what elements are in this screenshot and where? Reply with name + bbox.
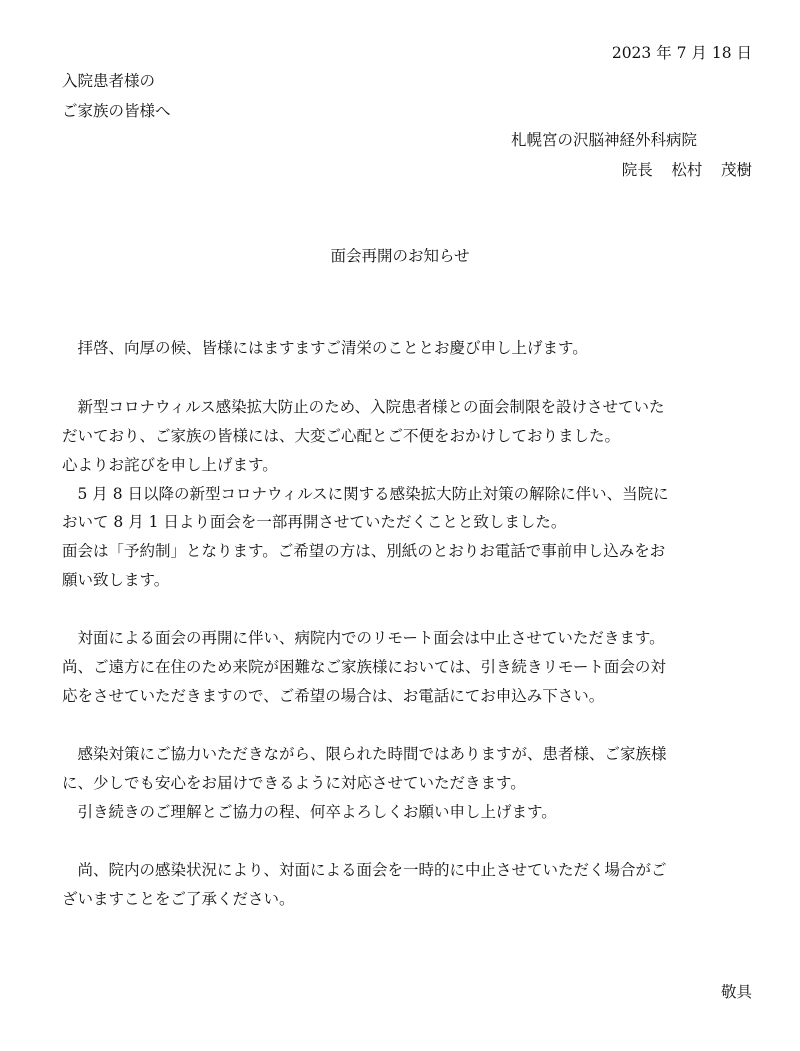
paragraph-4-line-1: 尚、院内の感染状況により、対面による面会を一時的に中止させていただく場合がご <box>62 861 667 879</box>
paragraph-1-line-2: だいており、ご家族の皆様には、大変ご心配とご不便をおかけしておりました。 <box>62 427 621 445</box>
paragraph-1-line-3: 心よりお詫びを申し上げます。 <box>62 456 278 474</box>
paragraph-2-line-3: 応をさせていただきますので、ご希望の場合は、お電話にてお申込み下さい。 <box>62 687 605 705</box>
paragraph-4-line-2: ざいますことをご了承ください。 <box>62 890 295 908</box>
letter-title: 面会再開のお知らせ <box>330 247 470 265</box>
paragraph-3-line-2: に、少しでも安心をお届けできるように対応させていただきます。 <box>62 774 526 792</box>
greeting-line: 拝啓、向厚の候、皆様にはますますご清栄のこととお慶び申し上げます。 <box>62 339 588 357</box>
paragraph-2-line-2: 尚、ご遠方に在住のため来院が困難なご家族様においては、引き続きリモート面会の対 <box>62 658 666 676</box>
sender-director <box>622 158 752 182</box>
closing-salutation: 敬具 <box>720 983 752 1001</box>
paragraph-1-line-7: 願い致します。 <box>62 571 170 589</box>
paragraph-2-line-1: 対面による面会の再開に伴い、病院内でのリモート面会は中止させていただきます。 <box>62 629 665 647</box>
recipient-line-1: 入院患者様の <box>62 72 156 90</box>
recipient-line-2: ご家族の皆様へ <box>62 102 171 120</box>
paragraph-3-line-1: 感染対策にご協力いただきながら、限られた時間ではありますが、患者様、ご家族様 <box>62 745 667 763</box>
sender-hospital: 札幌宮の沢脳神経外科病院 <box>511 131 698 149</box>
paragraph-1-line-6: 面会は「予約制」となります。ご希望の方は、別紙のとおりお電話で事前申し込みをお <box>62 542 666 560</box>
letter-date: 2023 年 7 月 18 日 <box>611 44 752 62</box>
paragraph-1-line-4: 5 月 8 日以降の新型コロナウィルスに関する感染拡大防止対策の解除に伴い、当院に <box>62 485 669 503</box>
paragraph-1-line-1: 新型コロナウィルス感染拡大防止のため、入院患者様との面会制限を設けさせていた <box>62 398 665 416</box>
paragraph-3-line-3: 引き続きのご理解とご協力の程、何卒よろしくお願い申し上げます。 <box>62 803 557 821</box>
director-given-name: 茂樹 <box>720 161 752 179</box>
paragraph-1-line-5: おいて 8 月 1 日より面会を一部再開させていただくことと致しました。 <box>62 513 567 531</box>
director-title: 院長 <box>621 161 653 179</box>
director-surname: 松村 <box>671 161 703 179</box>
